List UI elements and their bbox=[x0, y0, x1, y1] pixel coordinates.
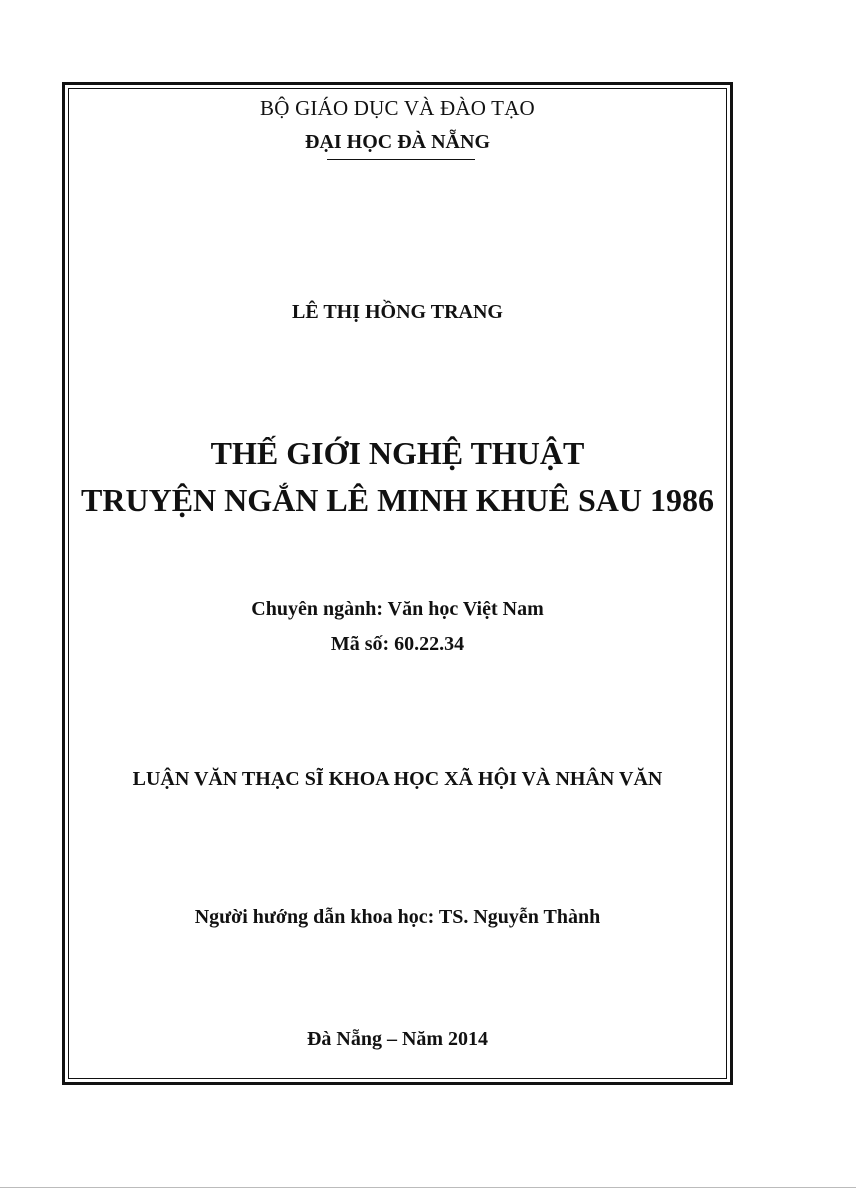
thesis-title-line-2: TRUYỆN NGẮN LÊ MINH KHUÊ SAU 1986 bbox=[81, 482, 714, 518]
thesis-title-line-1: THẾ GIỚI NGHỆ THUẬT bbox=[210, 435, 585, 471]
major-code: Mã số: 60.22.34 bbox=[330, 633, 465, 655]
ministry-name: BỘ GIÁO DỤC VÀ ĐÀO TẠO bbox=[260, 96, 535, 120]
advisor-name: Người hướng dẫn khoa học: TS. Nguyễn Thành bbox=[194, 906, 601, 928]
degree-type: LUẬN VĂN THẠC SĨ KHOA HỌC XÃ HỘI VÀ NHÂN VĂN bbox=[132, 768, 663, 790]
cover-border-inner bbox=[68, 88, 727, 1079]
major-field: Chuyên ngành: Văn học Việt Nam bbox=[251, 598, 544, 620]
header-divider bbox=[327, 159, 475, 160]
university-name: ĐẠI HỌC ĐÀ NẴNG bbox=[305, 131, 490, 153]
place-and-year: Đà Nẵng – Năm 2014 bbox=[306, 1028, 489, 1050]
author-name: LÊ THỊ HỒNG TRANG bbox=[292, 301, 503, 323]
page-bottom-rule bbox=[0, 1187, 856, 1188]
